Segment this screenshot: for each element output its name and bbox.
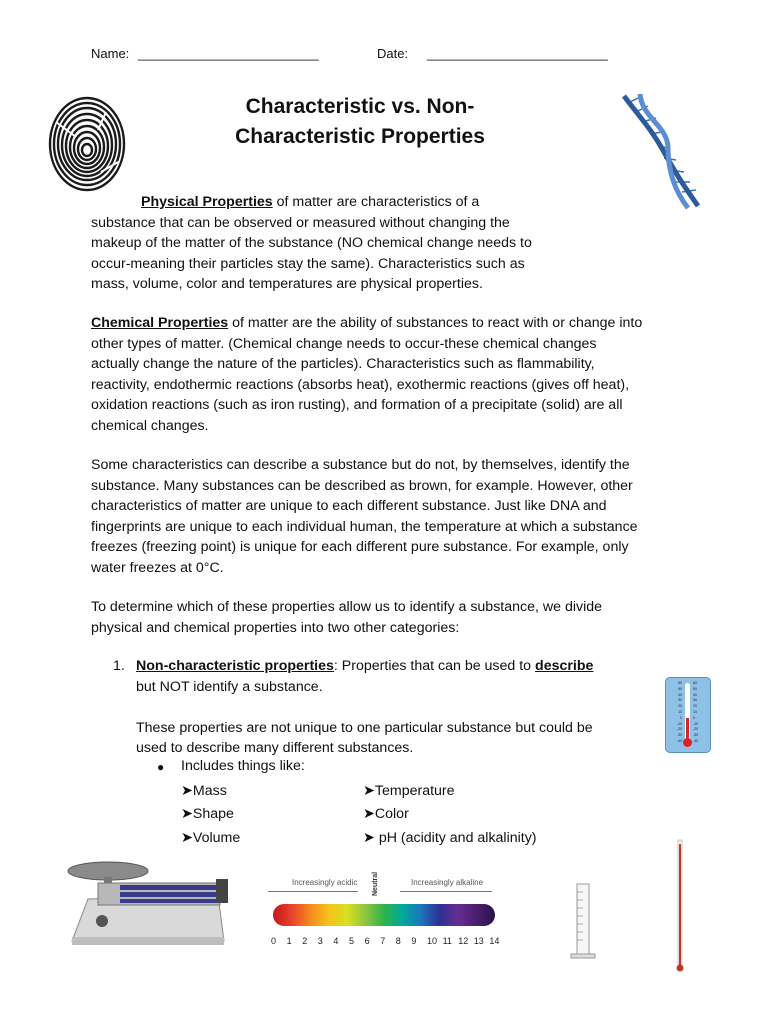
ph-number: 9	[411, 936, 417, 946]
chemical-line: actually change the nature of the particles). Characteristics such as flammability,	[91, 356, 595, 373]
arrow-icon: ➤	[181, 830, 193, 846]
thermometer-bulb	[683, 738, 692, 747]
ph-number: 2	[302, 936, 308, 946]
item-label: Shape	[192, 806, 234, 822]
chemical-line: chemical changes.	[91, 417, 209, 434]
noncharacteristic-term: Non-characteristic properties	[136, 658, 334, 674]
arrow-icon: ➤	[363, 783, 375, 799]
ph-number: 0	[271, 936, 277, 946]
determine-line: To determine which of these properties allow us to identify a substance, we divide	[91, 599, 603, 615]
list-item-shape	[181, 806, 234, 822]
characteristics-line: characteristics of matter are unique to each different substance. Just like DNA and	[91, 498, 607, 515]
ph-neutral-label: Neutral	[372, 871, 379, 896]
list-item-ph	[363, 830, 537, 846]
ph-number: 10	[427, 936, 438, 946]
list-item-volume	[181, 830, 240, 846]
ph-acidic-arrow	[268, 891, 358, 892]
chemical-line: of matter are the ability of substances to react with or change into	[228, 315, 643, 331]
physical-line: mass, volume, color and temperatures are physical properties.	[91, 276, 483, 293]
thermometer-scale-left: 60 50 40 30 20 10 0 -10 -20 -30 -40	[676, 681, 682, 743]
ph-number: 3	[317, 936, 323, 946]
determine-line: physical and chemical properties into two other categories:	[91, 619, 460, 636]
thermometer-image	[665, 677, 711, 753]
arrow-icon: ➤	[363, 806, 375, 822]
ph-number: 14	[489, 936, 500, 946]
characteristics-line: substance. Many substances can be described as brown, for example. However, other	[91, 477, 633, 494]
noncharacteristic-text: : Properties that can be used to	[333, 658, 536, 674]
list-item-temperature	[363, 783, 455, 799]
physical-line: of matter are characteristics of a	[272, 194, 480, 210]
ph-acidic-label: Increasingly acidic	[292, 878, 358, 887]
characteristics-line: freezes (freezing point) is unique for each different pure substance. For example, only	[91, 539, 629, 556]
arrow-icon: ➤	[363, 830, 375, 846]
graduated-cylinder-image	[568, 882, 598, 962]
ph-number: 4	[333, 936, 339, 946]
ph-number: 13	[473, 936, 484, 946]
bullet: ●	[157, 760, 165, 774]
characteristics-line: fingerprints are unique to each individual human, the temperature at which a substance	[91, 518, 638, 535]
physical-line: substance that can be observed or measured without changing the	[91, 214, 510, 231]
chemical-line: reactivity, endothermic reactions (absorbs heat), exothermic reactions (gives off heat),	[91, 376, 630, 393]
ph-number: 7	[380, 936, 386, 946]
title-line-1: Characteristic vs. Non-	[245, 95, 475, 118]
tall-thermometer-image	[674, 838, 686, 974]
date-label: Date:	[377, 46, 409, 61]
ph-number: 11	[442, 936, 452, 946]
physical-line: occur-meaning their particles stay the same). Characteristics such as	[91, 255, 525, 272]
arrow-icon: ➤	[181, 783, 193, 799]
item-label: Temperature	[374, 783, 455, 799]
describe-term: describe	[535, 658, 594, 674]
noncharacteristic-list-item	[113, 656, 673, 759]
list-item-mass	[181, 783, 227, 799]
ph-alkaline-arrow	[400, 891, 492, 892]
name-blank: _________________________	[138, 46, 319, 61]
chemical-properties-term: Chemical Properties	[91, 315, 229, 331]
triple-beam-balance-image	[58, 855, 238, 951]
characteristics-line: water freezes at 0°C.	[91, 559, 224, 576]
item-label: Volume	[192, 830, 241, 846]
arrow-icon: ➤	[181, 806, 193, 822]
item-label: pH (acidity and alkalinity)	[374, 830, 537, 846]
list-number: 1.	[113, 658, 125, 674]
page-title	[150, 92, 570, 152]
title-line-2: Characteristic Properties	[235, 125, 485, 148]
ph-alkaline-label: Increasingly alkaline	[411, 878, 484, 887]
note-line: used to describe many different substances.	[136, 740, 414, 757]
item-label: Color	[374, 806, 409, 822]
item-label: Mass	[192, 783, 227, 799]
ph-number: 8	[395, 936, 401, 946]
ph-number: 12	[458, 936, 469, 946]
date-blank: _________________________	[427, 46, 608, 61]
characteristics-line: Some characteristics can describe a substance but do not, by themselves, identify the	[91, 457, 630, 473]
fingerprint-icon	[46, 92, 128, 192]
thermometer-scale-right: 60 50 40 30 20 10 0 -10 -20 -30 -40	[693, 681, 699, 743]
physical-line: makeup of the matter of the substance (NO chemical change needs to	[91, 235, 532, 252]
determine-paragraph	[91, 597, 691, 638]
list-item-color	[363, 806, 409, 822]
ph-number: 6	[364, 936, 370, 946]
ph-color-bar	[273, 904, 495, 926]
chemical-line: oxidation reactions (such as iron rusting), and formation of a precipitate (solid) are all	[91, 397, 623, 414]
characteristics-paragraph	[91, 455, 691, 579]
physical-properties-paragraph	[91, 192, 691, 295]
bullet-text: Includes things like:	[181, 758, 305, 774]
name-label: Name:	[91, 46, 130, 61]
ph-number: 1	[286, 936, 292, 946]
chemical-line: other types of matter. (Chemical change needs to occur-these chemical changes	[91, 335, 597, 352]
ph-number: 5	[349, 936, 355, 946]
note-line: These properties are not unique to one particular substance but could be	[136, 719, 593, 736]
noncharacteristic-line-2: but NOT identify a substance.	[136, 678, 323, 695]
physical-properties-term: Physical Properties	[141, 194, 273, 210]
chemical-properties-paragraph	[91, 313, 691, 437]
